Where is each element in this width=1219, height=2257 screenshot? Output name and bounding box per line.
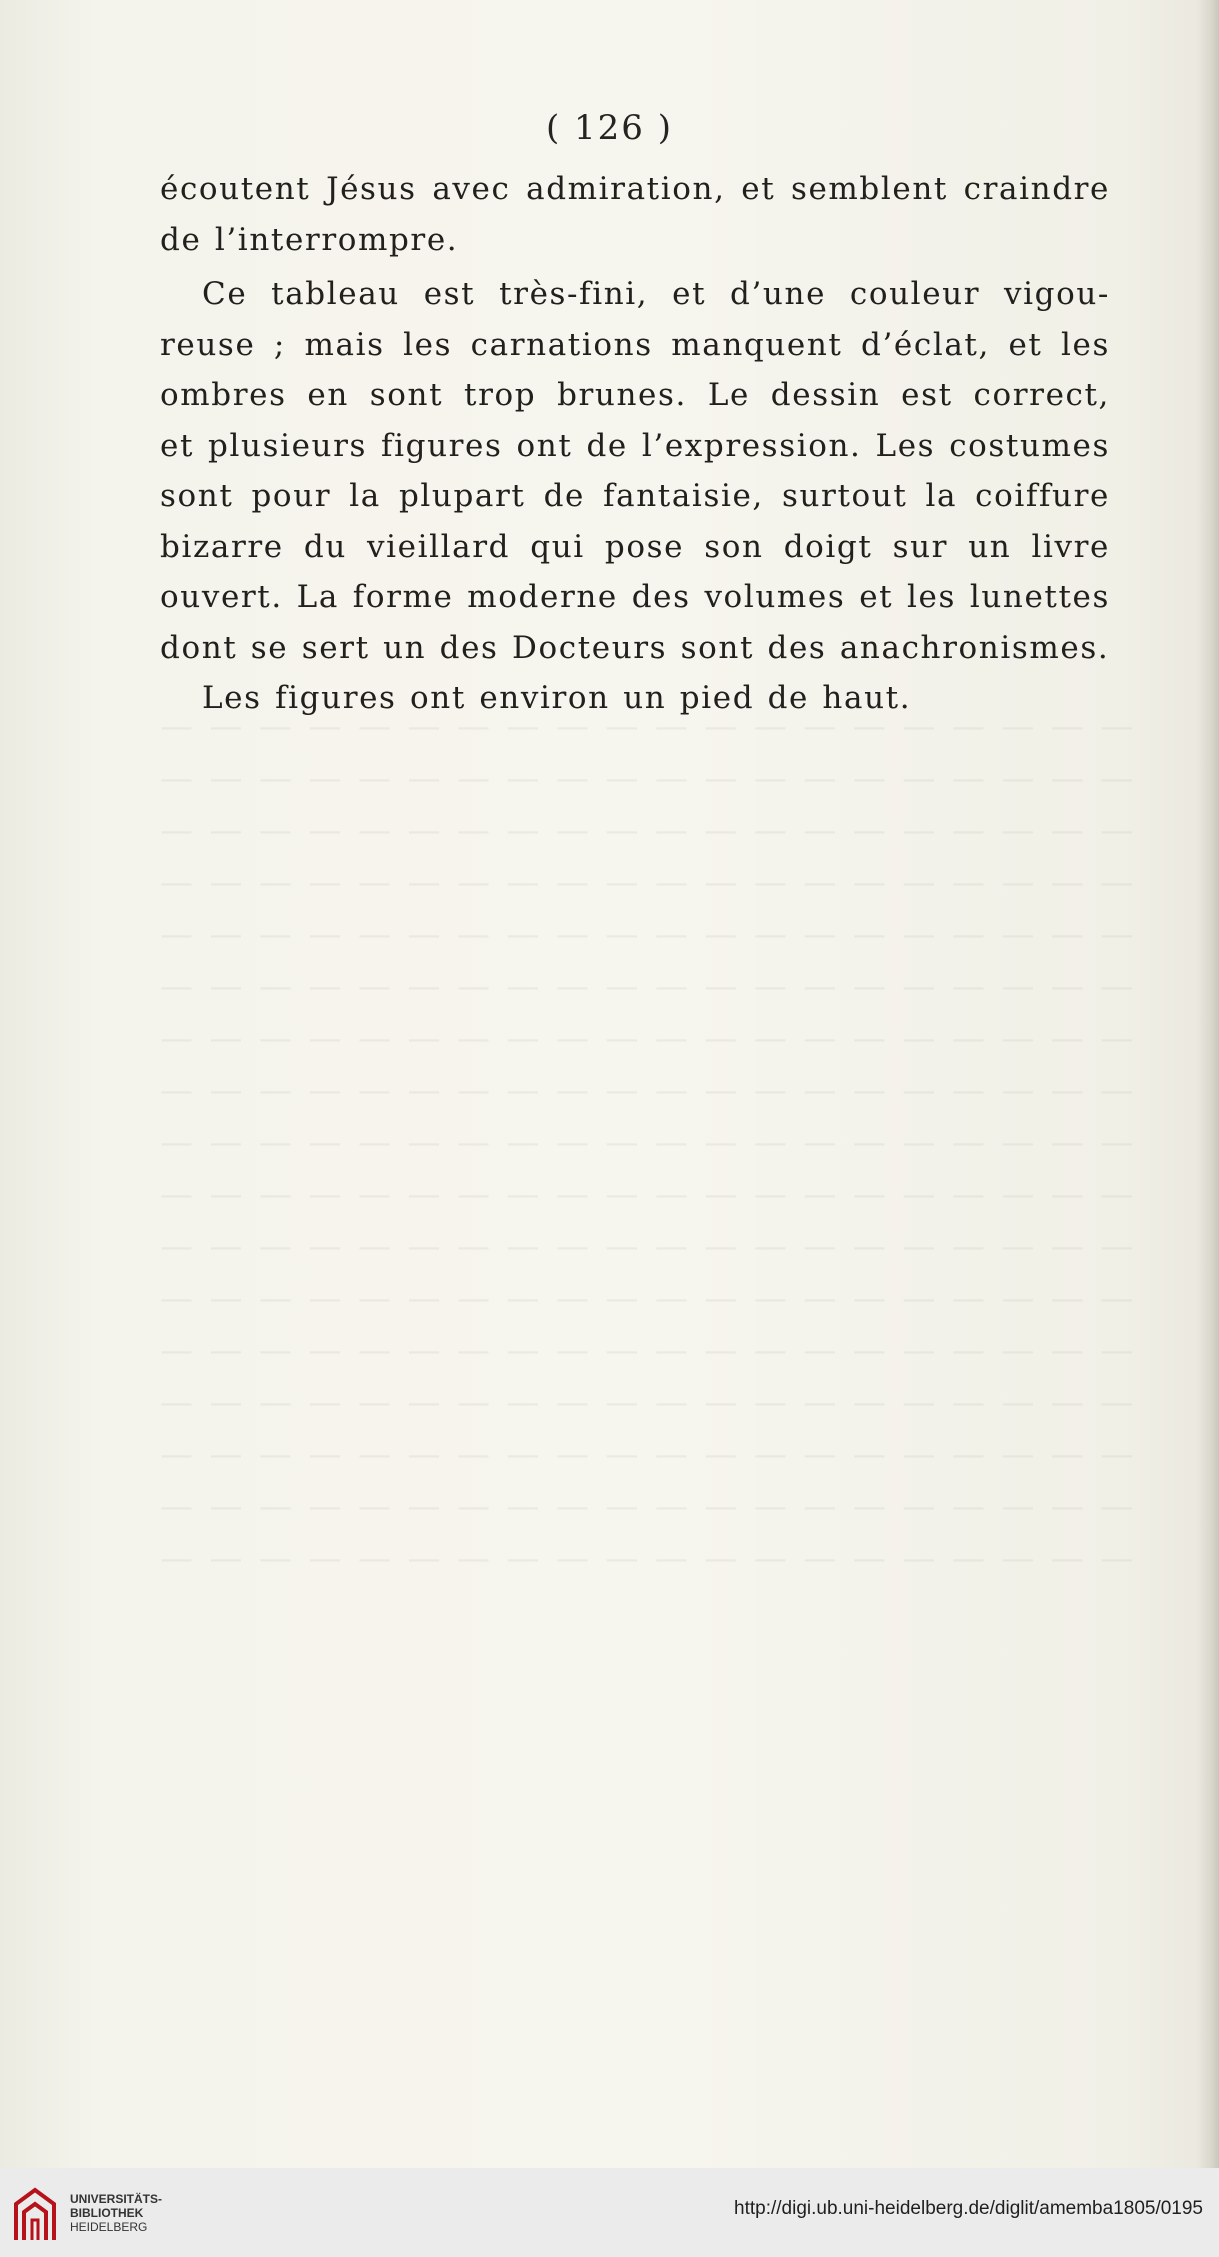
text-line: ouvert. La forme moderne des volumes et les lunettes [160,579,1110,615]
paragraph [160,164,1110,265]
text-line: dont se sert un des Docteurs sont des anachronismes. [160,629,1110,666]
text-line: ombres en sont trop brunes. Le dessin est correct, [160,377,1110,413]
paragraph [160,269,1110,673]
library-name-line: HEIDELBERG [70,2220,148,2234]
text-line: reuse ; mais les carnations manquent d’éclat, et les [160,326,1110,363]
page-number: ( 126 ) [545,108,674,148]
text-line: Les figures ont environ un pied de haut. [202,680,912,716]
text-line: bizarre du vieillard qui pose son doigt sur un livre [160,528,1110,565]
text-line: sont pour la plupart de fantaisie, surtout la coiffure [160,478,1110,514]
library-name-line: BIBLIOTHEK [70,2206,144,2220]
paragraph [160,673,1110,724]
text-line: et plusieurs figures ont de l’expression. Les costumes [160,427,1110,464]
university-library-logo-icon [12,2186,58,2244]
library-name-line: UNIVERSITÄTS- [70,2192,163,2206]
source-url-link[interactable]: http://digi.ub.uni-heidelberg.de/diglit/amemba1805/0195 [734,2198,1203,2219]
text-line: Ce tableau est très-fini, et d’une couleur vigou- [202,276,1110,312]
footer-bar [0,2168,1219,2257]
body-text [160,164,1110,724]
show-through-text: — — — — — — — — — — — — — — — — — — — — — — — — — — — — — — — — — — — — — — — — — — — — — — — — — — — — — — — — — — — — — — — — — — — — — — — — — — — — — — — — — — — — — — — — — — — — — — — — — — — — — — — — — — — — — — — — — — — — — — — — — — — — — — — — — — — — — — — — — — — — — — — — — — — — — — — — — — — — — — — — — — — — — — — — — — — — — — — — — — — — — — — — — — — — — — — — — — — — — — — — — — — — — — — — — — — — — — — — — — — — — — — — — — — — — — — — — — — — — — — — — — — — — — — — — — — — — — — — — — — — — — — — — — — — — — — — — — — — — — — — — — — — — — — — — — — — — — — — — — — — — — — — — — — — — — — — — — — — — — — — — — — — — — — — — — — — — — — — — — — — [160,706,1137,1577]
text-line: écoutent Jésus avec admiration, et semblent craindre [160,171,1110,207]
text-line: de l’interrompre. [160,221,459,258]
library-name [70,2192,162,2234]
page-edge-shadow [1197,0,1219,2168]
